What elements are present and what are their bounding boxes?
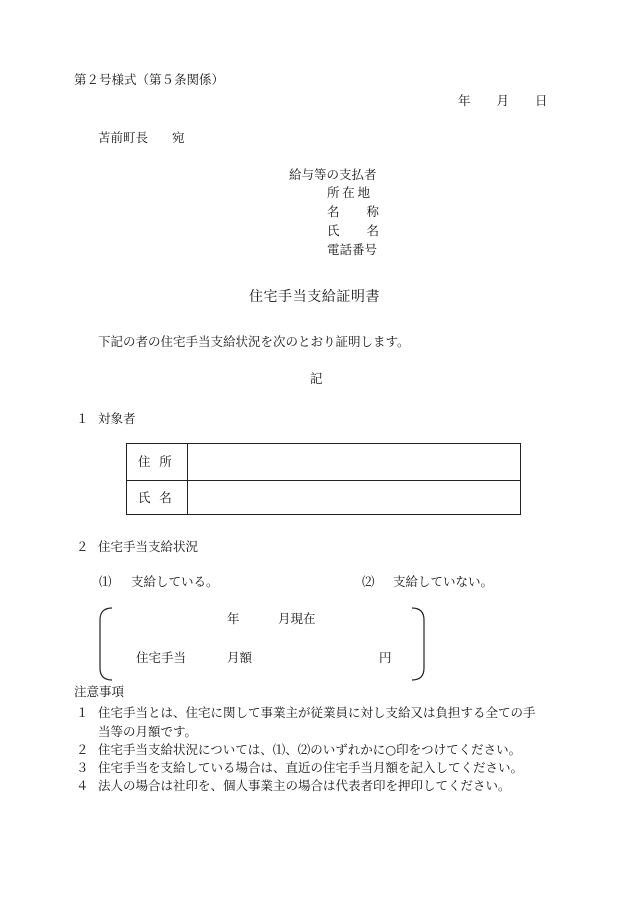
date-line — [458, 93, 548, 109]
note-text: 住宅手当支給状況については、⑴、⑵のいずれかに○印をつけてください。 — [98, 742, 522, 757]
issuer-name-label — [327, 204, 379, 220]
address-row — [127, 444, 520, 481]
section1-title: 対象者 — [98, 411, 136, 426]
addressee-name: 苫前町長 — [98, 130, 149, 145]
issuer-name-label-part1: 名 — [327, 204, 340, 219]
note-text: 住宅手当とは、住宅に関して事業主が従業員に対し支給又は負担する全ての手 — [98, 705, 536, 720]
note-text: 住宅手当を支給している場合は、直近の住宅手当月額を記入してください。 — [98, 760, 524, 775]
note-text-continuation: 当等の月額です。 — [98, 724, 198, 739]
name-row — [127, 480, 520, 516]
issuer-title: 給与等の支払者 — [289, 167, 377, 182]
note-number: ２ — [76, 742, 89, 757]
date-day-label: 日 — [535, 93, 548, 108]
note-number: ４ — [76, 778, 89, 793]
notes-heading: 注意事項 — [74, 684, 125, 699]
note-number: ３ — [76, 760, 89, 775]
issuer-address-label: 所在地 — [327, 185, 373, 200]
left-bracket — [100, 608, 112, 680]
issuer-person-label — [327, 223, 379, 239]
issuer-person-label-part1: 氏 — [327, 223, 340, 238]
issuer-phone-label: 電話番号 — [327, 242, 378, 257]
option2-number: ⑵ — [362, 574, 375, 589]
addressee — [98, 130, 185, 146]
ki-label: 記 — [310, 371, 323, 386]
note-text: 法人の場合は社印を、個人事業主の場合は代表者印を押印してください。 — [98, 778, 511, 793]
right-bracket — [412, 608, 424, 680]
issuer-name-label-part2: 称 — [366, 204, 380, 219]
document-title: 住宅手当支給証明書 — [249, 289, 381, 305]
status-month-present-label: 月現在 — [278, 611, 316, 626]
amount-bracket — [96, 606, 428, 682]
table-divider — [187, 444, 188, 514]
section2-title: 住宅手当支給状況 — [98, 539, 199, 554]
date-month-label: 月 — [496, 93, 510, 108]
section2-number: ２ — [76, 539, 89, 554]
issuer-person-label-part2: 名 — [366, 223, 380, 238]
option1-text: 支給している。 — [131, 574, 219, 589]
yen-label: 円 — [379, 650, 392, 665]
note-number: １ — [76, 705, 89, 720]
monthly-amount-label: 月額 — [227, 650, 253, 665]
form-number: 第２号様式（第５条関係） — [74, 72, 225, 87]
addressee-suffix: 宛 — [172, 130, 185, 145]
target-person-table — [126, 443, 521, 515]
status-year-label: 年 — [227, 611, 240, 626]
name-label: 氏名 — [138, 490, 181, 505]
intro-text: 下記の者の住宅手当支給状況を次のとおり証明します。 — [98, 334, 410, 349]
date-year-label: 年 — [458, 93, 471, 108]
allowance-label: 住宅手当 — [136, 650, 187, 665]
address-label: 住所 — [138, 454, 181, 469]
option1-number: ⑴ — [99, 574, 112, 589]
section1-number: １ — [76, 411, 89, 426]
option2-text: 支給していない。 — [393, 574, 494, 589]
